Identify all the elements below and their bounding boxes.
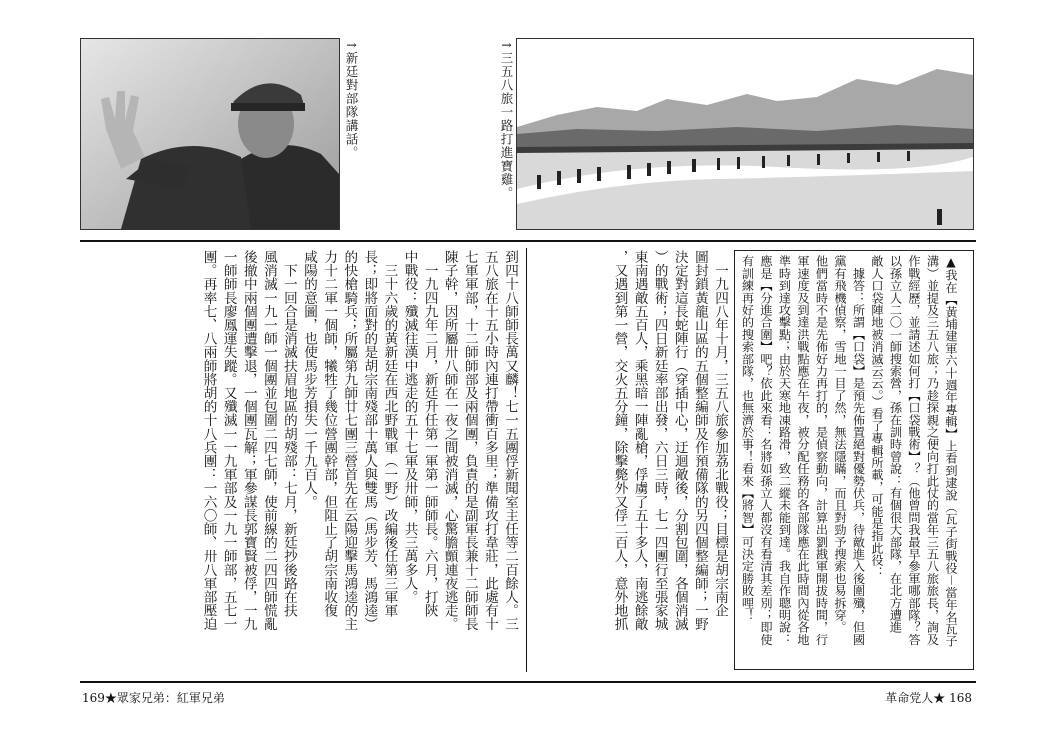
text-line: 後撤中兩個團遭擊退，一個團瓦解；軍參謀長郭寶賢被俘，一九 <box>240 250 257 631</box>
bottom-divider-rule <box>80 681 976 683</box>
text-line: 七軍軍部，十二師師部及兩個團，負責的是副軍長兼十二師師長 <box>461 250 478 631</box>
note-line: 據答：所謂【口袋】是預先佈置絕對優勢伏兵，待敵進入後圍殲，但國 <box>851 255 866 646</box>
text-line: ）的戰術；四日新廷率部出發，六日三時，七一四團行至張家城 <box>651 250 668 631</box>
text-line: ，又遇到第一營，交火五分鐘，除擊斃外又俘二百人，意外地抓 <box>611 250 628 631</box>
text-line: 一九四八年十月，三五八旅參加荔北戰役；目標是胡宗南企 <box>712 250 728 618</box>
note-line: 他們當時不是先佈好力再打的，是偵察動向，計算出劉戡軍開拔時間，行 <box>814 255 829 646</box>
caption-left-photo: ↑新廷對部隊講話。 <box>344 40 359 160</box>
left-page-text <box>80 250 520 670</box>
text-line: 圖封鎖黃龍山區的五個整編師及作預備隊的另四個整編師；一野 <box>691 250 708 631</box>
text-line: 陳子幹，因所屬卅八師在一夜之間被消滅，心驚膽顫連夜逃走。 <box>441 250 458 631</box>
text-line: 風消滅一九一師一個團並包圍二四七師，使前線的二四四師慌亂 <box>260 250 277 631</box>
photo-troops-marching-image <box>517 39 973 229</box>
note-line: ▲我在【黃埔建軍六十週年專輯】上看到逮說（瓦子街戰役－當年名瓦子 <box>944 255 958 648</box>
note-line: 溝）並提及三五八旅；乃趁探親之便向打此仗的當年三五八旅旅長，詢及 <box>925 255 940 646</box>
top-divider-rule <box>80 240 976 242</box>
text-line: 咸陽的意圖，也使馬步芳損失一千九百人。 <box>301 250 318 509</box>
note-line: 準時到達攻擊點；由於天寒地凍路滑，致二縱未能到達。我自作聰明說： <box>777 255 792 646</box>
note-line: 以孫立人二〇一師搜索營，孫在訓時曾說：有個很大部隊，在北方遭進 <box>888 255 903 634</box>
text-line: 一九四九年二月，新廷升任第一軍第一師師長。六月，打陝 <box>421 250 438 618</box>
note-line: 黨有飛機偵察，雪地一目了然，無法隱瞞，而且對勁予搜索也易拆穿。 <box>833 255 847 634</box>
caption-right-photo: ↑三五八旅一路打進寶雞。 <box>499 40 514 200</box>
footer-right: 革命党人★ 168 <box>885 691 972 705</box>
text-line: 力十二軍一個師，犧牲了幾位營團幹部，但阻止了胡宗南收復 <box>321 250 338 618</box>
text-line: 決定對這長蛇陣行（穿插中心，迂迴敵後，分割包圍，各個消滅 <box>671 250 688 631</box>
text-line: 一師師長廖鳳運失蹤。又殲滅一一九軍部及一九一師部，五七一 <box>220 250 237 631</box>
text-line: 三十六歲的黃新廷在西北野戰軍（一野）改編後任第三軍軍 <box>381 250 398 618</box>
text-line: 長；即將面對的是胡宗南殘部十萬人與雙馬（馬步芳、馬鴻逵） <box>361 250 378 631</box>
note-box <box>734 250 974 670</box>
text-line: 中戰役：殲滅往漢中逃走的五十七軍及卅師，共三萬多人。 <box>401 250 418 604</box>
text-line: 團。再率七、八兩師將胡的十八兵團：一六〇師、卅八軍部壓迫 <box>200 250 217 631</box>
text-line: 到四十八師師長萬又麟！七一五團俘新聞室主任等二百餘人。三 <box>502 250 518 631</box>
text-line: 的快槍騎兵；所屬第九師廿七團三營首先在云陽迎擊馬鴻逵的主 <box>341 250 358 631</box>
photo-officer-speaking <box>80 38 340 230</box>
gutter-rule <box>526 248 527 672</box>
footer-left: 169★眾家兄弟：紅軍兄弟 <box>82 691 225 705</box>
note-line: 作戰經歷，並請述如何打【口袋戰術】？（他曾問我最早參軍哪部隊？答 <box>907 255 921 646</box>
right-page-text <box>580 250 730 670</box>
text-line: 下一回合是消滅扶眉地區的胡殘部：七月，新廷抄後路在扶 <box>280 250 297 618</box>
photo-troops-marching <box>516 38 974 230</box>
note-line: 敵人口袋陣地被消滅云云。）看了專輯所載，可能是指此役： <box>870 255 884 579</box>
note-line: 軍速度及到達洪戰點應在午夜，被分配任務的各部隊應在此時間內從各地 <box>796 255 810 646</box>
text-line: 五八旅在十五小時內連打帶衝百多里；準備攻打韋莊，此處有十 <box>481 250 498 631</box>
note-line: 應是【分進合圍】吧？依此來看：名將如孫立人都沒有看清其差別；即使 <box>759 255 773 646</box>
text-line: 東南遇敵五百人，乘黑暗一陣亂槍，俘虜了五十多人，南逃餘敵 <box>631 250 648 631</box>
note-line: 有訓練再好的搜索部隊，也無濟於事！看來【將智】可決定勝敗哩！ <box>740 255 755 621</box>
photo-officer-speaking-image <box>81 39 339 229</box>
note-box-text <box>738 255 960 665</box>
